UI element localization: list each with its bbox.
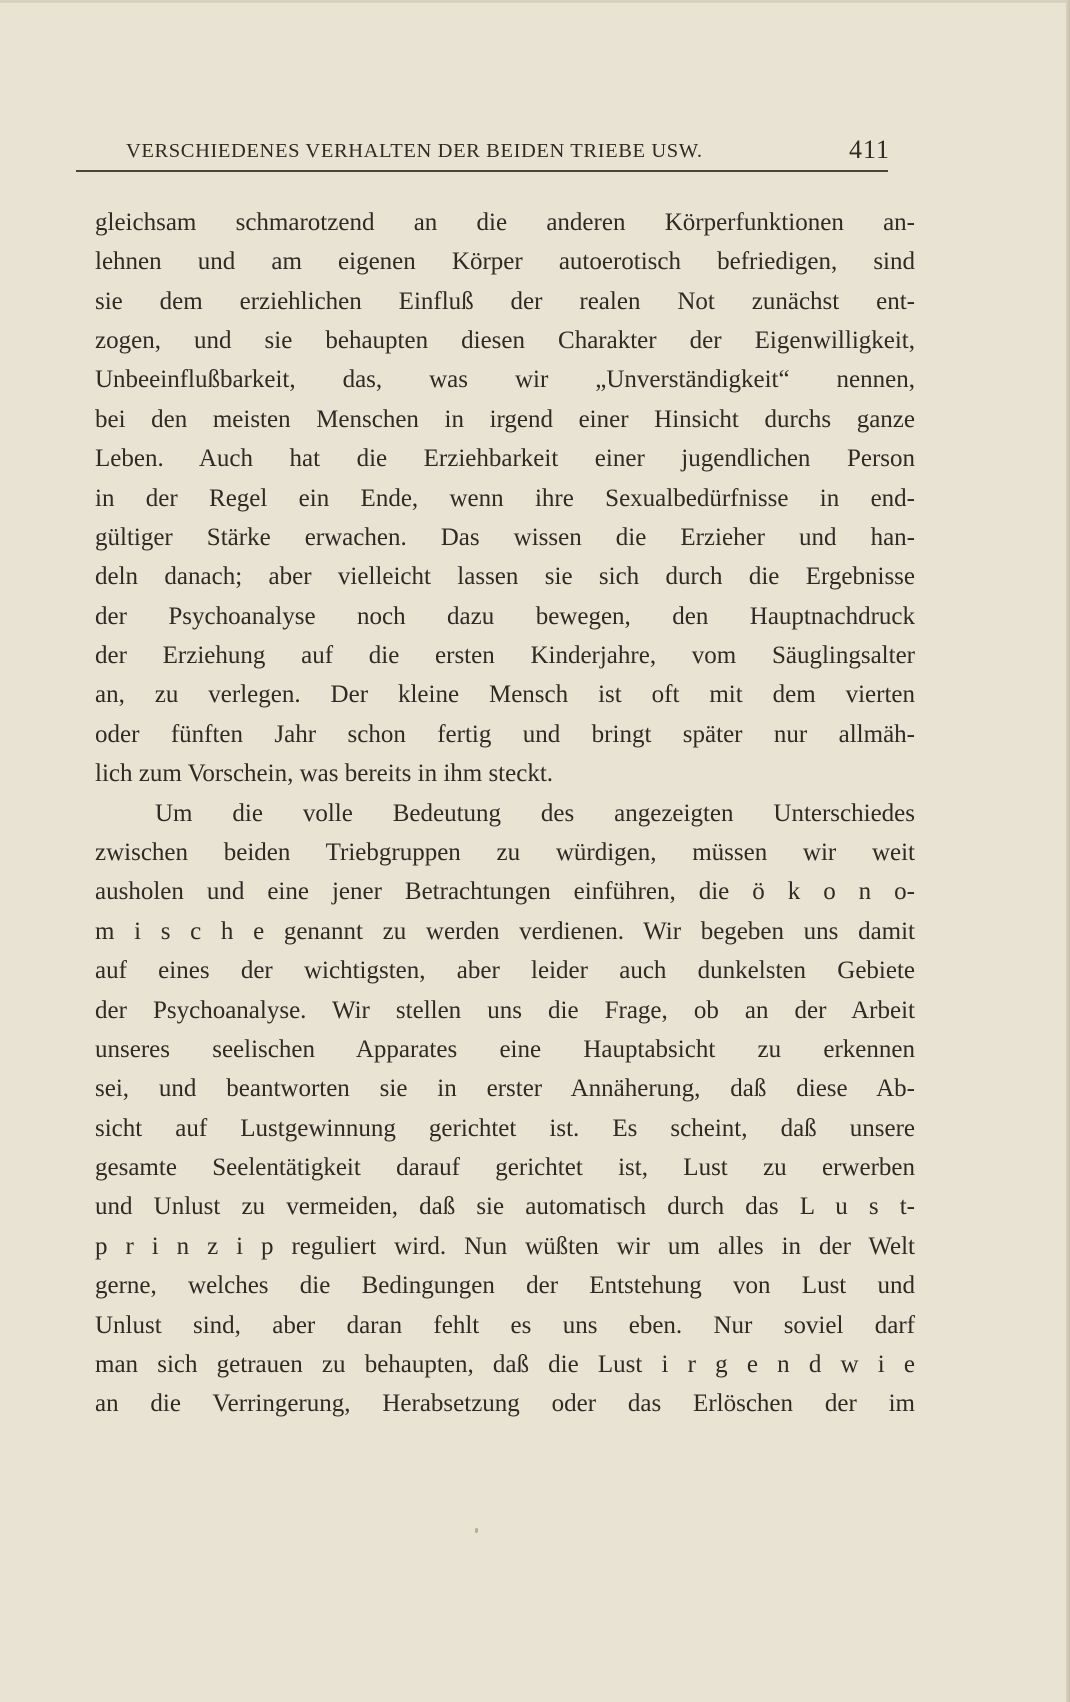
- page-number: 411: [848, 135, 890, 164]
- text-line: p r i n z i p reguliert wird. Nun wüßten wir um alles in der Welt: [95, 1233, 915, 1260]
- text-line: an, zu verlegen. Der kleine Mensch ist oft mit dem vierten: [95, 681, 915, 708]
- text-line: sei, und beantworten sie in erster Annäherung, daß diese Ab-: [95, 1075, 915, 1102]
- text-line: bei den meisten Menschen in irgend einer Hinsicht durchs ganze: [95, 406, 915, 433]
- running-head: [126, 132, 890, 168]
- text-line: in der Regel ein Ende, wenn ihre Sexualbedürfnisse in end-: [95, 485, 915, 512]
- header-rule: [76, 170, 888, 172]
- text-line: m i s c h e genannt zu werden verdienen. Wir begeben uns damit: [95, 918, 915, 945]
- text-line: der Erziehung auf die ersten Kinderjahre, vom Säuglingsalter: [95, 642, 915, 669]
- text-line: zwischen beiden Triebgruppen zu würdigen, müssen wir weit: [95, 839, 915, 866]
- text-line: und Unlust zu vermeiden, daß sie automatisch durch das L u s t-: [95, 1193, 915, 1220]
- text-line: gesamte Seelentätigkeit darauf gerichtet ist, Lust zu erwerben: [95, 1154, 915, 1181]
- running-head-title: VERSCHIEDENES VERHALTEN DER BEIDEN TRIEBE USW.: [126, 140, 703, 162]
- text-line: Um die volle Bedeutung des angezeigten Unterschiedes: [155, 800, 915, 827]
- text-line: lich zum Vorschein, was bereits in ihm steckt.: [95, 760, 554, 787]
- text-line: gleichsam schmarotzend an die anderen Körperfunktionen an-: [95, 209, 915, 236]
- text-line: sicht auf Lustgewinnung gerichtet ist. Es scheint, daß unsere: [95, 1115, 915, 1142]
- text-line: der Psychoanalyse. Wir stellen uns die Frage, ob an der Arbeit: [95, 997, 915, 1024]
- page-right-edge: [1066, 0, 1070, 1702]
- body-text: [95, 203, 915, 1443]
- text-line: gerne, welches die Bedingungen der Entstehung von Lust und: [95, 1272, 915, 1299]
- text-line: zogen, und sie behaupten diesen Charakter der Eigenwilligkeit,: [95, 327, 915, 354]
- text-line: ausholen und eine jener Betrachtungen einführen, die ö k o n o-: [95, 878, 915, 905]
- text-line: der Psychoanalyse noch dazu bewegen, den Hauptnachdruck: [95, 603, 915, 630]
- text-line: sie dem erziehlichen Einfluß der realen Not zunächst ent-: [95, 288, 915, 315]
- text-line: man sich getrauen zu behaupten, daß die Lust i r g e n d w i e: [95, 1351, 915, 1378]
- text-line: Unbeeinflußbarkeit, das, was wir „Unverständigkeit“ nennen,: [95, 366, 915, 393]
- text-line: deln danach; aber vielleicht lassen sie sich durch die Ergebnisse: [95, 563, 915, 590]
- text-line: gültiger Stärke erwachen. Das wissen die Erzieher und han-: [95, 524, 915, 551]
- text-line: oder fünften Jahr schon fertig und bringt später nur allmäh-: [95, 721, 915, 748]
- text-line: lehnen und am eigenen Körper autoerotisch befriedigen, sind: [95, 248, 915, 275]
- paper-speck: [475, 1528, 478, 1533]
- text-line: unseres seelischen Apparates eine Hauptabsicht zu erkennen: [95, 1036, 915, 1063]
- text-line: Leben. Auch hat die Erziehbarkeit einer jugendlichen Person: [95, 445, 915, 472]
- page-top-edge: [0, 0, 1070, 3]
- text-line: Unlust sind, aber daran fehlt es uns eben. Nur soviel darf: [95, 1312, 915, 1339]
- text-line: auf eines der wichtigsten, aber leider auch dunkelsten Gebiete: [95, 957, 915, 984]
- text-line: an die Verringerung, Herabsetzung oder das Erlöschen der im: [95, 1390, 915, 1417]
